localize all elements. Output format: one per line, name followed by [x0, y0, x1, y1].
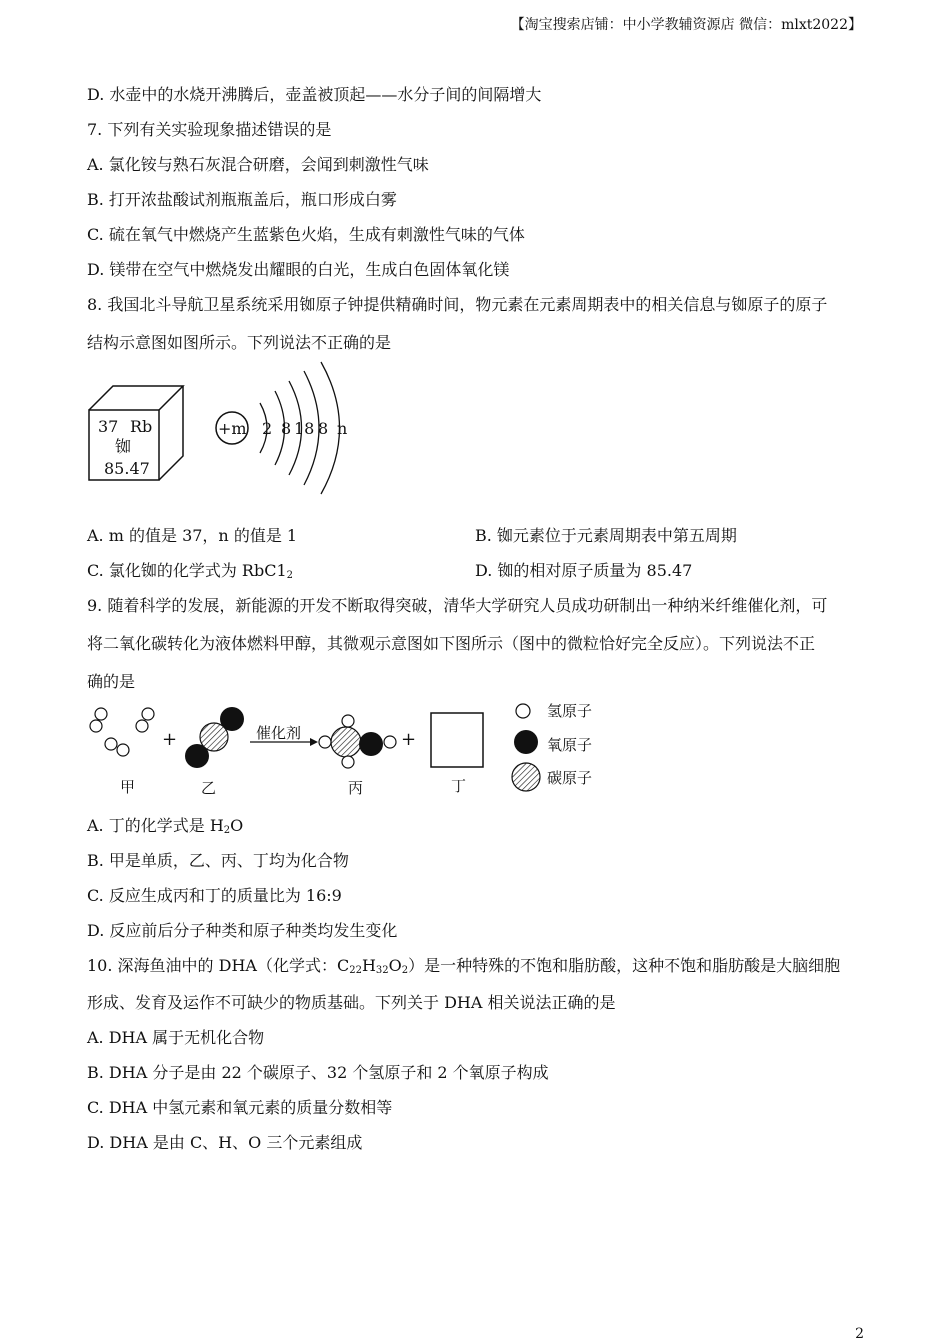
legend-oxygen: 氧原子: [547, 736, 593, 754]
q10-option-a: A. DHA 属于无机化合物: [87, 1028, 265, 1047]
element-number: 37: [98, 417, 119, 436]
atomic-structure-diagram: [216, 362, 347, 494]
q10-option-c: C. DHA 中氢元素和氧元素的质量分数相等: [87, 1098, 393, 1117]
q8-option-c: C. 氯化铷的化学式为 $RbC1_2$: [87, 561, 294, 581]
legend-hydrogen-swatch: [516, 704, 530, 718]
shell-electrons-1: 2: [262, 419, 273, 438]
q8-option-b: B. 铷元素位于元素周期表中第五周期: [475, 526, 737, 545]
shell-electrons-2: 8: [281, 419, 292, 438]
q7-option-c: C. 硫在氧气中燃烧产生蓝紫色火焰，生成有刺激性气味的气体: [87, 225, 525, 244]
q9-option-d: D. 反应前后分子种类和原子种类均发生变化: [87, 921, 398, 940]
q7-option-b: B. 打开浓盐酸试剂瓶瓶盖后，瓶口形成白雾: [87, 190, 397, 209]
q9-stem-line2: 将二氧化碳转化为液体燃料甲醇，其微观示意图如下图所示（图中的微粒恰好完全反应）。下列说法不正: [87, 634, 816, 653]
plus-sign-2: +: [401, 729, 417, 750]
q8-figure: [84, 360, 364, 500]
q9-option-c: C. 反应生成丙和丁的质量比为 16:9: [87, 886, 342, 905]
q8-stem-line1: 8. 我国北斗导航卫星系统采用铷原子钟提供精确时间，物元素在元素周期表中的相关信息与铷原子的原子: [87, 295, 828, 314]
label-yi: 乙: [201, 779, 217, 797]
legend-carbon: 碳原子: [547, 769, 593, 787]
nucleus-charge: +m: [218, 419, 247, 438]
q8-option-d: D. 铷的相对原子质量为 85.47: [475, 561, 693, 580]
catalyst-label: 催化剂: [256, 724, 302, 742]
element-symbol: Rb: [130, 417, 153, 436]
molecule-yi-co2: [185, 707, 244, 768]
q9-option-b: B. 甲是单质，乙、丙、丁均为化合物: [87, 851, 349, 870]
shell-electrons-4: 8: [318, 419, 329, 438]
q10-option-d: D. DHA 是由 C、H、O 三个元素组成: [87, 1133, 363, 1152]
label-jia: 甲: [120, 778, 136, 796]
molecule-ding-box: [431, 713, 483, 767]
q9-reaction-diagram: [84, 696, 614, 802]
element-mass: 85.47: [104, 459, 150, 478]
q7-option-a: A. 氯化铵与熟石灰混合研磨，会闻到刺激性气味: [87, 155, 429, 174]
q8-option-a: A. m 的值是 37，n 的值是 1: [87, 526, 298, 545]
q10-stem-line1: 10. 深海鱼油中的 DHA（化学式：$C_{22}H_{32}O_2$）是一种特殊的不饱和脂肪酸，这种不饱和脂肪酸是大脑细胞: [87, 956, 841, 976]
element-name: 铷: [115, 437, 132, 456]
q10-option-b: B. DHA 分子是由 22 个碳原子、32 个氢原子和 2 个氧原子构成: [87, 1063, 549, 1082]
shell-electrons-3: 18: [294, 419, 315, 438]
q9-stem-line3: 确的是: [87, 672, 136, 691]
legend-carbon-swatch: [512, 763, 540, 791]
label-ding: 丁: [451, 777, 467, 795]
legend-oxygen-swatch: [514, 730, 538, 754]
q6-option-d: D. 水壶中的水烧开沸腾后，壶盖被顶起——水分子间的间隔增大: [87, 85, 542, 104]
q10-stem-line2: 形成、发育及运作不可缺少的物质基础。下列关于 DHA 相关说法正确的是: [87, 993, 616, 1012]
page-number: 2: [855, 1326, 864, 1342]
molecule-bing-methanol: [319, 715, 396, 768]
q7-option-d: D. 镁带在空气中燃烧发出耀眼的白光，生成白色固体氧化镁: [87, 260, 510, 279]
q8-stem-line2: 结构示意图如图所示。下列说法不正确的是: [87, 333, 392, 352]
legend-hydrogen: 氢原子: [547, 702, 593, 720]
q9-stem-line1: 9. 随着科学的发展，新能源的开发不断取得突破，清华大学研究人员成功研制出一种纳米纤维催化剂，可: [87, 596, 828, 615]
molecule-jia-hydrogen: [90, 708, 154, 756]
q9-option-a: A. 丁的化学式是 $H_2O$: [87, 816, 244, 836]
label-bing: 丙: [348, 779, 364, 797]
q7-stem: 7. 下列有关实验现象描述错误的是: [87, 120, 332, 139]
legend: [512, 702, 592, 791]
element-cell: [89, 386, 183, 480]
page-header: 【淘宝搜索店铺：中小学教辅资源店 微信：mlxt2022】: [510, 17, 862, 33]
plus-sign-1: +: [162, 729, 178, 750]
shell-electrons-5: n: [337, 419, 348, 438]
